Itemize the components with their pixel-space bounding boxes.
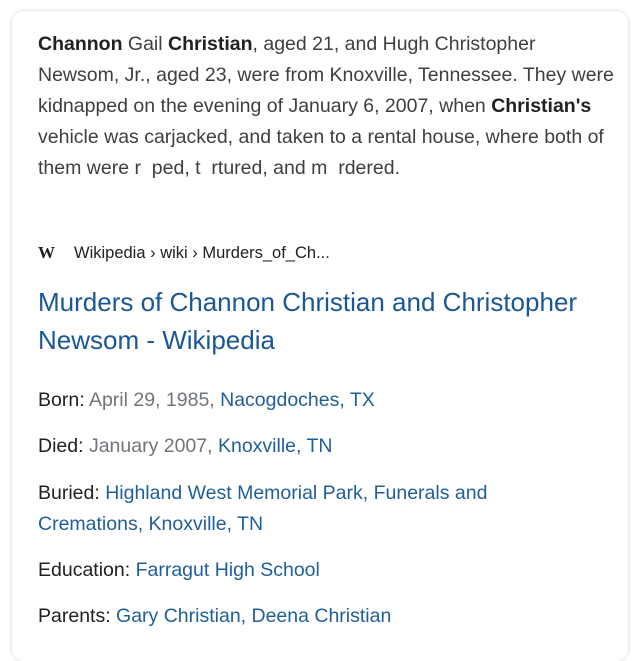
fact-died (38, 431, 598, 462)
fact-buried (38, 478, 558, 540)
snippet-bold: Christian (168, 33, 253, 55)
snippet-text: Gail (122, 33, 168, 55)
fact-link[interactable]: Farragut High School (135, 559, 320, 581)
fact-label: Died: (38, 435, 89, 457)
fact-value: April 29, 1985, (88, 389, 221, 411)
fact-education (38, 555, 598, 586)
fact-link[interactable]: Knoxville, TN (217, 435, 333, 457)
result-title-link[interactable]: Murders of Channon Christian and Christopher Newsom - Wikipedia (38, 287, 578, 355)
fact-born (38, 385, 598, 416)
result-snippet (38, 29, 618, 184)
fact-value: January 2007, (88, 435, 218, 457)
snippet-bold: Channon (38, 33, 123, 55)
fact-parents (38, 601, 598, 632)
snippet-text: , aged 21, and Hugh Christopher Newsom, Jr., aged 23, were from Knoxville, Tennessee. They were kidnapped on the evening of January 6, 2007, when (38, 33, 614, 117)
wikipedia-logo-icon: W (38, 243, 54, 262)
search-result-card (12, 11, 628, 661)
fact-label: Parents: (38, 605, 117, 627)
fact-link[interactable]: Highland West Memorial Park, Funerals and Cremations, Knoxville, TN (38, 482, 488, 535)
fact-link[interactable]: Nacogdoches, TX (220, 389, 375, 411)
fact-label: Education: (38, 559, 136, 581)
fact-label: Buried: (38, 482, 106, 504)
fact-link[interactable]: Gary Christian, Deena Christian (116, 605, 392, 627)
snippet-text: vehicle was carjacked, and taken to a rental house, where both of them were r ped, t rtured, and m rdered. (38, 126, 604, 179)
snippet-bold: Christian's (491, 95, 592, 117)
breadcrumb[interactable]: Wikipedia › wiki › Murders_of_Ch... (74, 243, 330, 262)
fact-label: Born: (38, 389, 89, 411)
result-source[interactable] (38, 243, 330, 263)
